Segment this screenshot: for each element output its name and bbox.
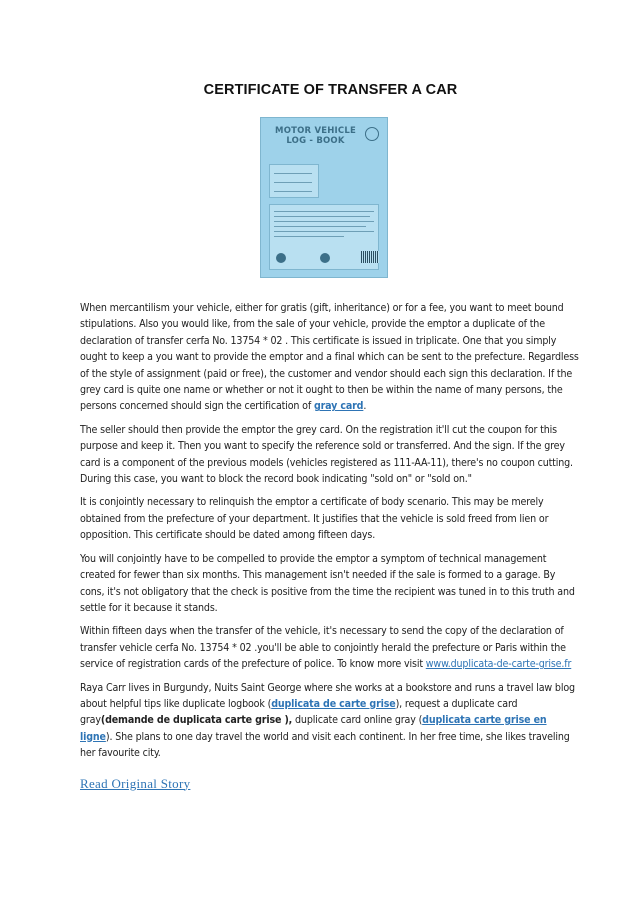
paragraph (80, 300, 581, 415)
logbook-line (274, 221, 374, 222)
logbook-line (274, 173, 312, 174)
paragraph-text: Within fifteen days when the transfer of the vehicle, it's necessary to send the copy of the declaration of transfer vehicle cerfa No. 13754 * 02 .you'll be able to conjointly herald the prefecture or Paris within the service of registration cards of the prefecture of police. To know more visit (80, 625, 566, 671)
article-body (80, 300, 581, 793)
duplicata-carte-grise-link[interactable]: duplicata de carte grise (271, 697, 396, 710)
bold-text: (demande de duplicata carte grise ), (100, 714, 293, 727)
logbook-logo-icon (276, 253, 286, 263)
paragraph: The seller should then provide the emptor the grey card. On the registration it'll cut the coupon for this purpose and keep it. Then you want to specify the reference sold or transferred. And the sign. If the grey card is a component of the previous models (vehicles registered as 111-AA-11), there's no coupon cutting. During this case, you want to block the record book indicating "sold on" or "sold on." (80, 423, 573, 486)
paragraph: Raya Carr lives in Burgundy, Nuits Saint George where she works at a bookstore and runs a travel law blog about helpful tips like duplicate logbook (duplicata de carte grise), request a duplicate card gray(demande de duplicata carte grise ), duplicate card online gray (duplicata carte grise en ligne). She plans to one day travel the world and visit each continent. In her free time, she likes traveling her favourite city. (80, 681, 575, 760)
paragraph: It is conjointly necessary to relinquish the emptor a certificate of body scenario. This may be merely obtained from the prefecture of your department. It justifies that the vehicle is sold freed from lien or opposition. This certificate should be dated among fifteen days. (80, 496, 549, 542)
duplicata-site-link[interactable]: www.duplicata-de-carte-grise.fr (425, 658, 572, 671)
logbook-line (274, 226, 366, 227)
logbook-title-line2: LOG - BOOK (286, 136, 345, 146)
page-title: CERTIFICATE OF TRANSFER A CAR (203, 82, 458, 98)
logbook-details-box (269, 164, 319, 198)
logbook-title-line1: MOTOR VEHICLE (275, 126, 356, 136)
logbook-image-container (80, 117, 581, 278)
logbook-line (274, 231, 374, 232)
paragraph: You will conjointly have to be compelled to provide the emptor a symptom of technical management created for fewer than six months. This management isn't needed if the sale is formed to a garage. By cons, it's not obligatory that the check is positive from the time the recipient was tuned in to this truth and settle for it because it stands. (80, 552, 575, 614)
paragraph-text: , request a duplicate card gray (80, 697, 518, 727)
read-original-story-link[interactable]: Read Original Story (80, 775, 191, 791)
logbook-line (274, 182, 312, 183)
paragraph-text: . She plans to one day travel the world and visit each continent. In her free time, she likes traveling her favourite city. (80, 730, 570, 760)
logbook-line (274, 191, 312, 192)
motor-vehicle-logbook-image (260, 117, 388, 278)
logbook-title (271, 126, 361, 146)
paragraph-text: Raya Carr lives in Burgundy, Nuits Saint George where she works at a bookstore and runs a travel law blog about helpful tips like duplicate logbook (80, 681, 575, 710)
gray-card-link[interactable]: gray card (313, 400, 364, 413)
paragraph-text: . (363, 400, 367, 413)
logbook-badge-icon (365, 127, 379, 141)
paragraph-text: When mercantilism your vehicle, either for gratis (gift, inheritance) or for a fee, you want to meet bound stipulations. Also you would like, from the sale of your vehicle, provide the emptor a duplicate of the declaration of transfer cerfa No. 13754 * 02 . This certificate is issued in triplicate. One that you simply ought to keep a you want to provide the emptor and a final which can be sent to the prefecture. Regardless of the style of assignment (paid or free), the customer and vendor should each sign this declaration. If the grey card is quite one name or whether or not it ought to then be within the name of many persons, the persons concerned should sign the certification of (80, 302, 579, 413)
paragraph-text: duplicate card online gray (292, 714, 419, 727)
logbook-line (274, 216, 370, 217)
logbook-logo-icon (320, 253, 330, 263)
logbook-barcode-icon (361, 251, 379, 263)
logbook-line (274, 211, 374, 212)
duplicata-en-ligne-link[interactable]: duplicata carte grise en ligne (80, 714, 547, 743)
logbook-line (274, 236, 344, 237)
paragraph (80, 623, 581, 672)
